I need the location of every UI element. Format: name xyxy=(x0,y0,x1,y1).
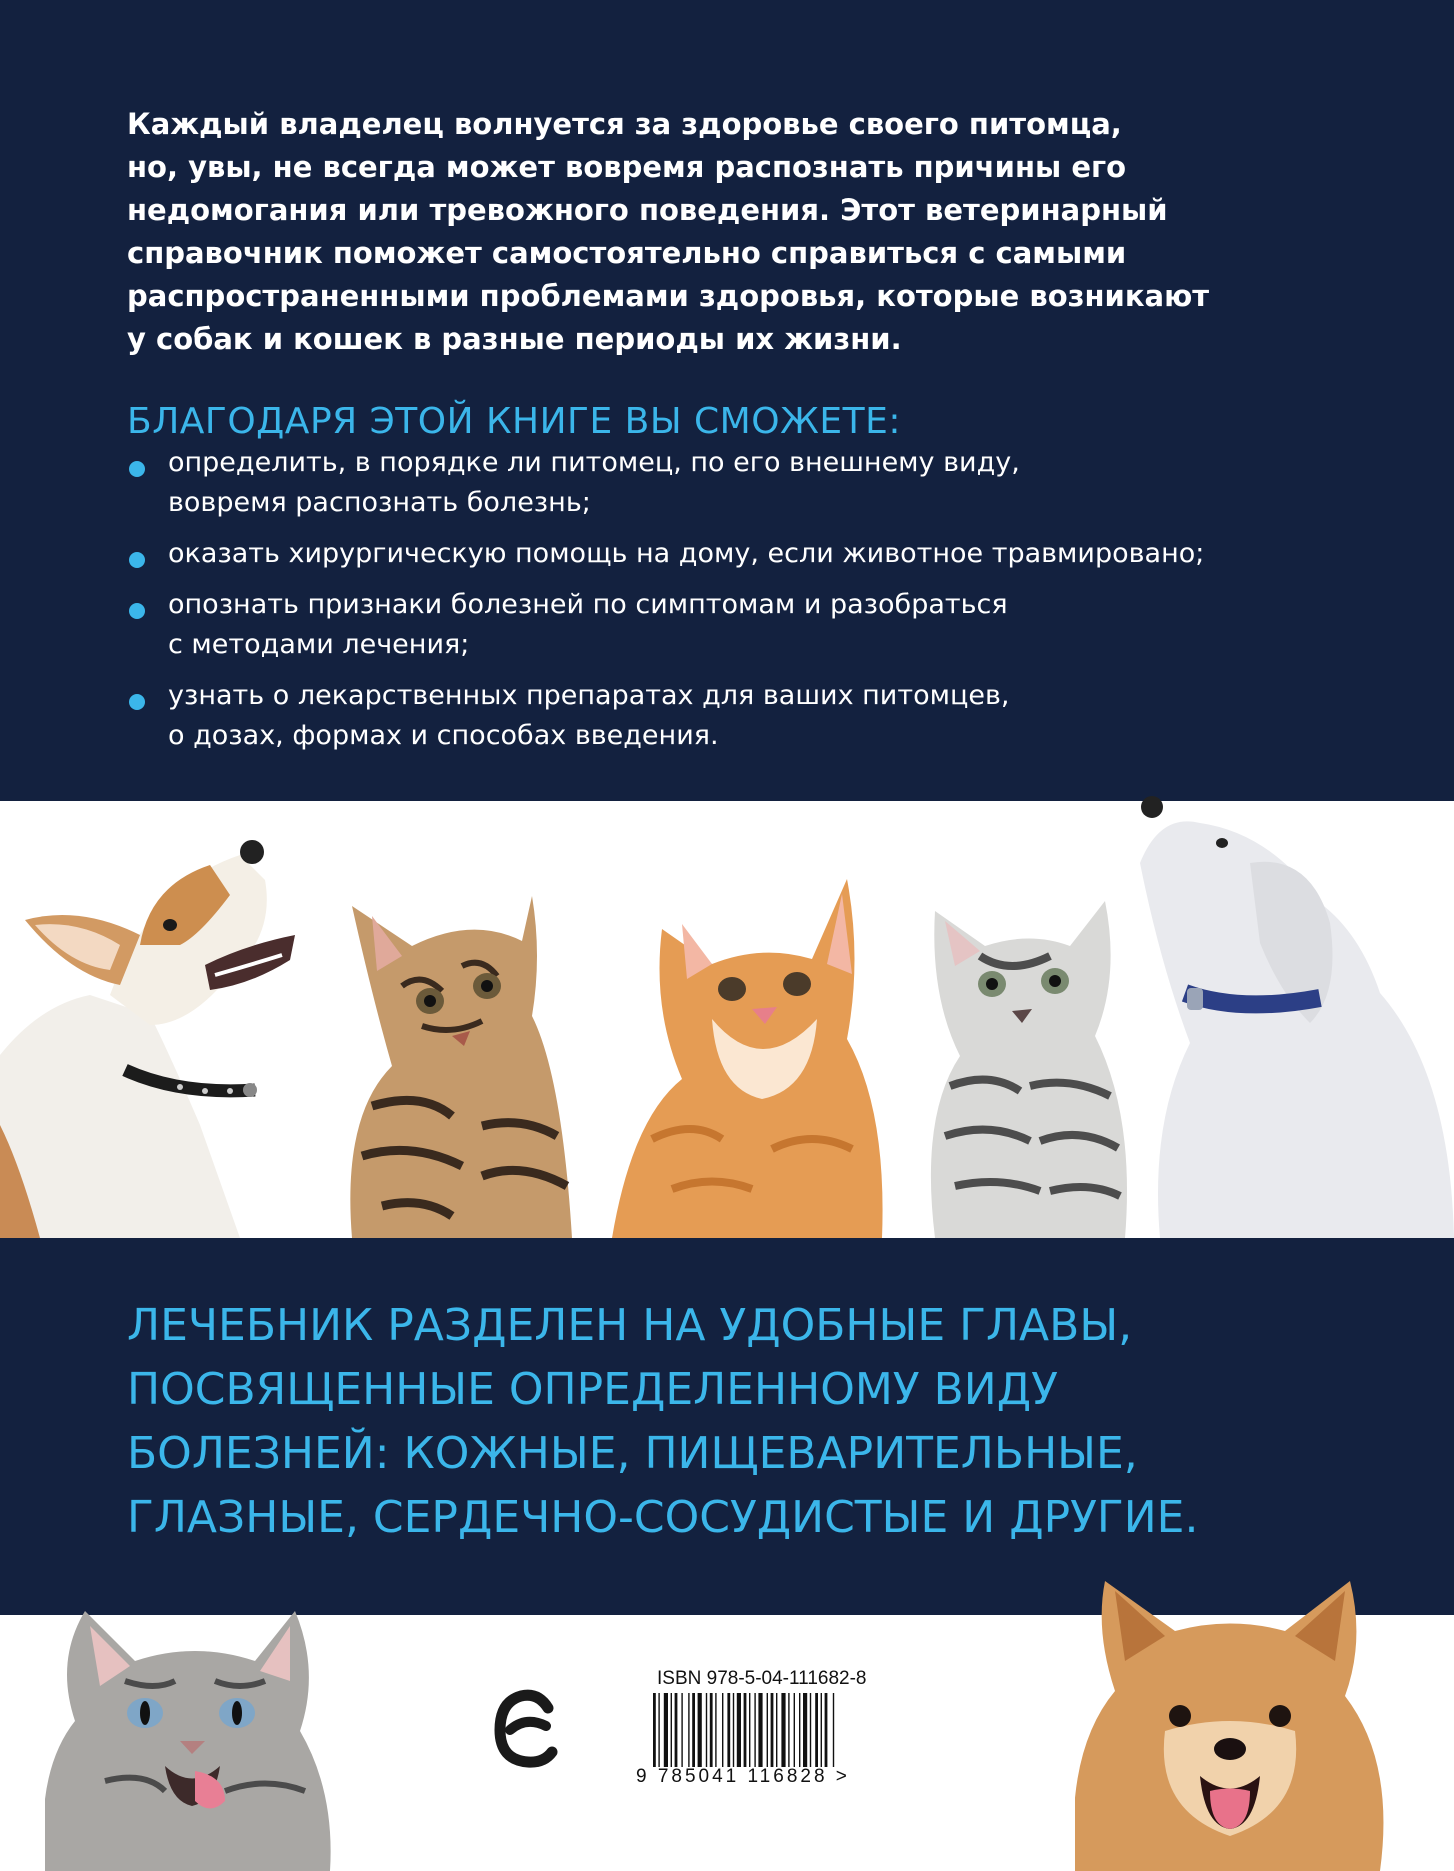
grey-cat-licking-image xyxy=(45,1601,335,1871)
intro-line: распространенными проблемами здоровья, которые возникают xyxy=(127,279,1210,313)
intro-line: у собак и кошек в разные периоды их жизни. xyxy=(127,322,902,356)
ginger-cat-image xyxy=(612,879,902,1238)
white-dog-image xyxy=(1130,793,1454,1238)
chapters-heading-line: ЛЕЧЕБНИК РАЗДЕЛЕН НА УДОБНЫЕ ГЛАВЫ, xyxy=(127,1300,1133,1351)
intro-line: недомогания или тревожного поведения. Этот ветеринарный xyxy=(127,193,1168,227)
benefit-line: определить, в порядке ли питомец, по его внешнему виду, xyxy=(168,447,1020,478)
isbn-label: ISBN 978-5-04-111682-8 xyxy=(657,1668,867,1689)
bullet-dot-icon xyxy=(129,694,145,710)
benefit-item xyxy=(127,443,1277,523)
pomeranian-dog-image xyxy=(1075,1571,1385,1871)
bullet-dot-icon xyxy=(129,603,145,619)
benefit-line: о дозах, формах и способах введения. xyxy=(168,720,719,751)
bullet-dot-icon xyxy=(129,461,145,477)
intro-line: справочник поможет самостоятельно справиться с самыми xyxy=(127,236,1127,270)
benefits-list xyxy=(127,443,1277,767)
intro-paragraph xyxy=(127,103,1247,361)
chapters-heading-line: БОЛЕЗНЕЙ: КОЖНЫЕ, ПИЩЕВАРИТЕЛЬНЫЕ, xyxy=(127,1428,1138,1479)
intro-line: Каждый владелец волнуется за здоровье своего питомца, xyxy=(127,107,1122,141)
chapters-heading-line: ГЛАЗНЫЕ, СЕРДЕЧНО-СОСУДИСТЫЕ И ДРУГИЕ. xyxy=(127,1492,1199,1543)
benefit-line: оказать хирургическую помощь на дому, если животное травмировано; xyxy=(168,538,1205,569)
intro-line: но, увы, не всегда может вовремя распознать причины его xyxy=(127,150,1127,184)
chapters-heading-line: ПОСВЯЩЕННЫЕ ОПРЕДЕЛЕННОМУ ВИДУ xyxy=(127,1364,1058,1415)
benefit-item xyxy=(127,534,1277,574)
silver-tabby-cat-image xyxy=(920,886,1130,1238)
benefits-heading: БЛАГОДАРЯ ЭТОЙ КНИГЕ ВЫ СМОЖЕТЕ: xyxy=(127,401,901,442)
benefit-line: опознать признаки болезней по симптомам и разобраться xyxy=(168,589,1008,620)
benefit-item xyxy=(127,676,1277,756)
isbn-barcode-icon xyxy=(653,1693,885,1767)
chapters-heading xyxy=(127,1294,1377,1550)
benefit-line: вовремя распознать болезнь; xyxy=(168,487,591,518)
eksmo-e-logo-icon xyxy=(494,1686,558,1770)
bullet-dot-icon xyxy=(129,552,145,568)
barcode-digits: 9 785041 116828 > xyxy=(636,1766,850,1787)
bengal-cat-image xyxy=(332,876,594,1238)
pets-photo-strip xyxy=(0,801,1454,1238)
benefit-line: с методами лечения; xyxy=(168,629,470,660)
terrier-dog-image xyxy=(0,825,300,1238)
benefit-line: узнать о лекарственных препаратах для ваших питомцев, xyxy=(168,680,1010,711)
benefit-item xyxy=(127,585,1277,665)
